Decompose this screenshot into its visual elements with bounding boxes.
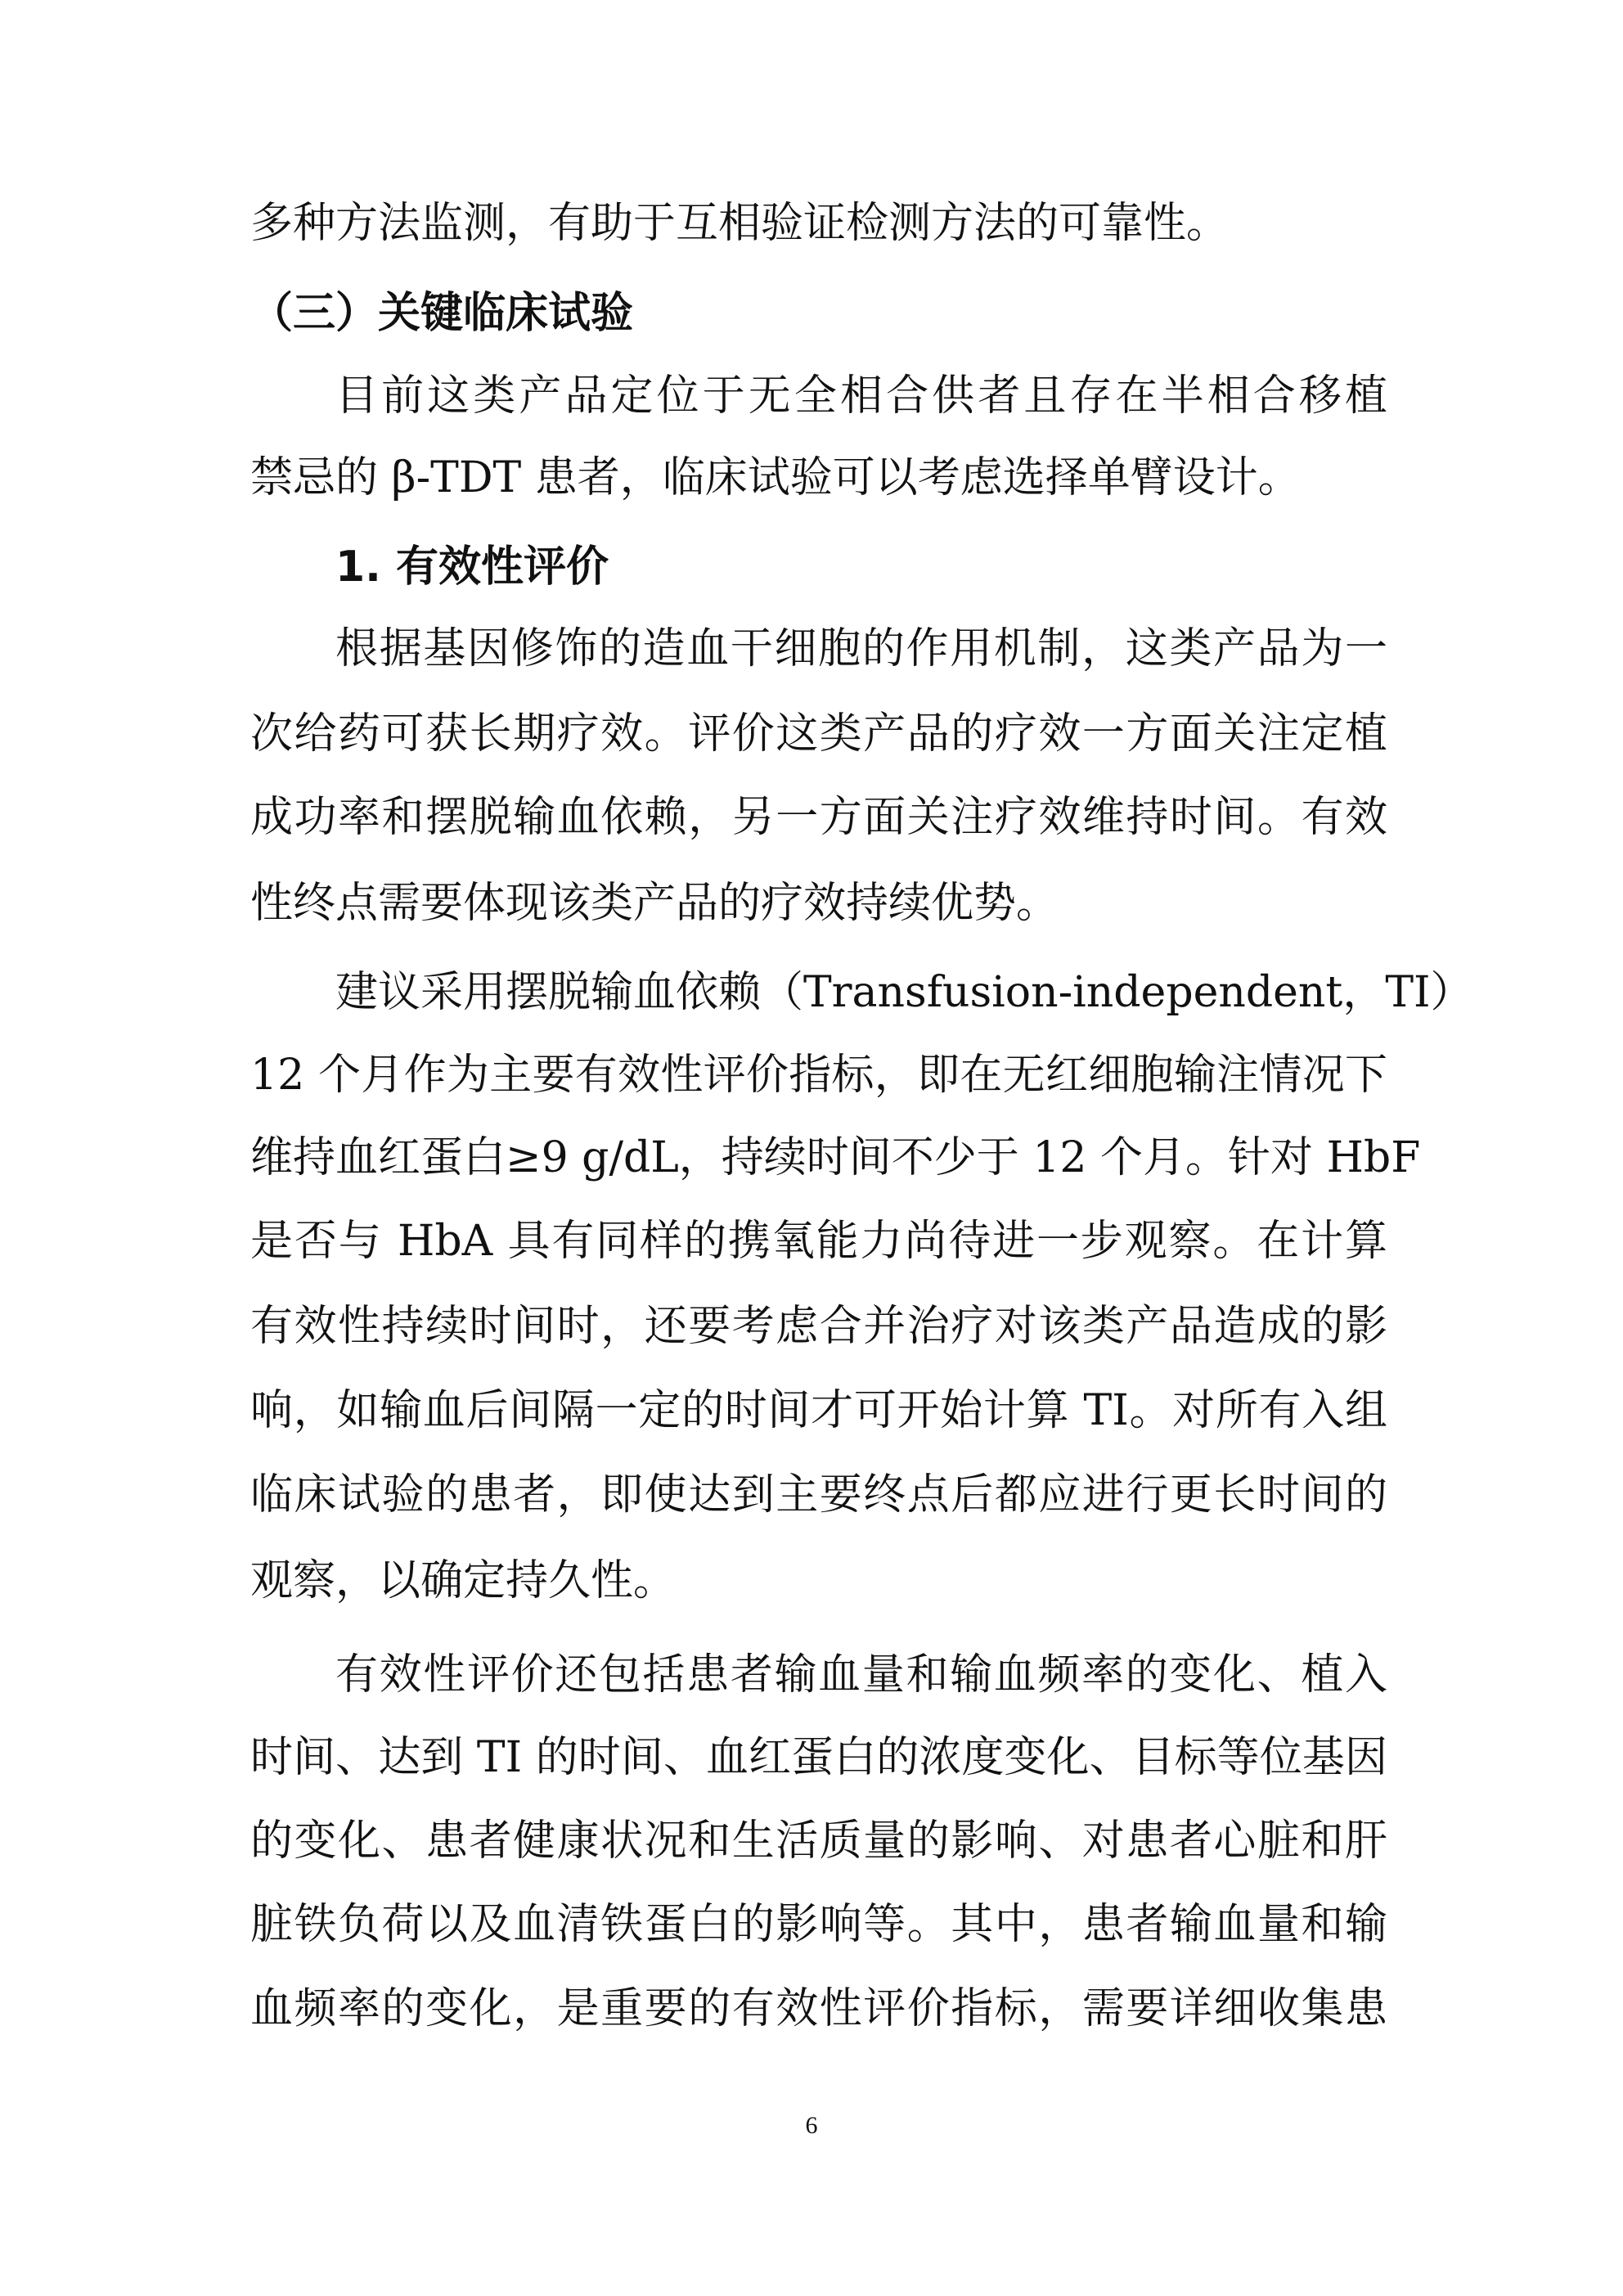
paragraph-line: 血频率的变化，是重要的有效性评价指标，需要详细收集患: [250, 1984, 1387, 2033]
text-line: 多种方法监测，有助于互相验证检测方法的可靠性。: [250, 199, 1230, 248]
paragraph-line: 脏铁负荷以及血清铁蛋白的影响等。其中，患者输血量和输: [250, 1900, 1387, 1949]
paragraph-line: 观察，以确定持久性。: [250, 1556, 677, 1605]
paragraph-line: 根据基因修饰的造血干细胞的作用机制，这类产品为一: [335, 624, 1387, 673]
paragraph-line: 禁忌的 β-TDT 患者，临床试验可以考虑选择单臂设计。: [250, 453, 1301, 502]
paragraph-line: 响，如输血后间隔一定的时间才可开始计算 TI。对所有入组: [250, 1386, 1387, 1435]
paragraph-line: 时间、达到 TI 的时间、血红蛋白的浓度变化、目标等位基因: [250, 1733, 1387, 1782]
paragraph-line: 成功率和摆脱输血依赖，另一方面关注疗效维持时间。有效: [250, 793, 1387, 842]
paragraph-line: 的变化、患者健康状况和生活质量的影响、对患者心脏和肝: [250, 1817, 1387, 1866]
paragraph-line: 维持血红蛋白≥9 g/dL，持续时间不少于 12 个月。针对 HbF: [250, 1133, 1421, 1182]
section-heading: （三）关键临床试验: [250, 289, 634, 338]
paragraph-line: 建议采用摆脱输血依赖（Transfusion-independent，TI）: [335, 968, 1473, 1017]
paragraph-line: 性终点需要体现该类产品的疗效持续优势。: [250, 879, 1059, 928]
paragraph-line: 目前这类产品定位于无全相合供者且存在半相合移植: [335, 371, 1387, 421]
paragraph-line: 有效性持续时间时，还要考虑合并治疗对该类产品造成的影: [250, 1302, 1387, 1351]
subsection-heading: 1. 有效性评价: [335, 542, 609, 592]
page-number: 6: [805, 2112, 818, 2139]
paragraph-line: 有效性评价还包括患者输血量和输血频率的变化、植入: [335, 1650, 1387, 1699]
paragraph-line: 是否与 HbA 具有同样的携氧能力尚待进一步观察。在计算: [250, 1217, 1387, 1266]
paragraph-line: 12 个月作为主要有效性评价指标，即在无红细胞输注情况下: [250, 1051, 1387, 1100]
paragraph-line: 临床试验的患者，即使达到主要终点后都应进行更长时间的: [250, 1470, 1387, 1519]
paragraph-line: 次给药可获长期疗效。评价这类产品的疗效一方面关注定植: [250, 709, 1387, 759]
